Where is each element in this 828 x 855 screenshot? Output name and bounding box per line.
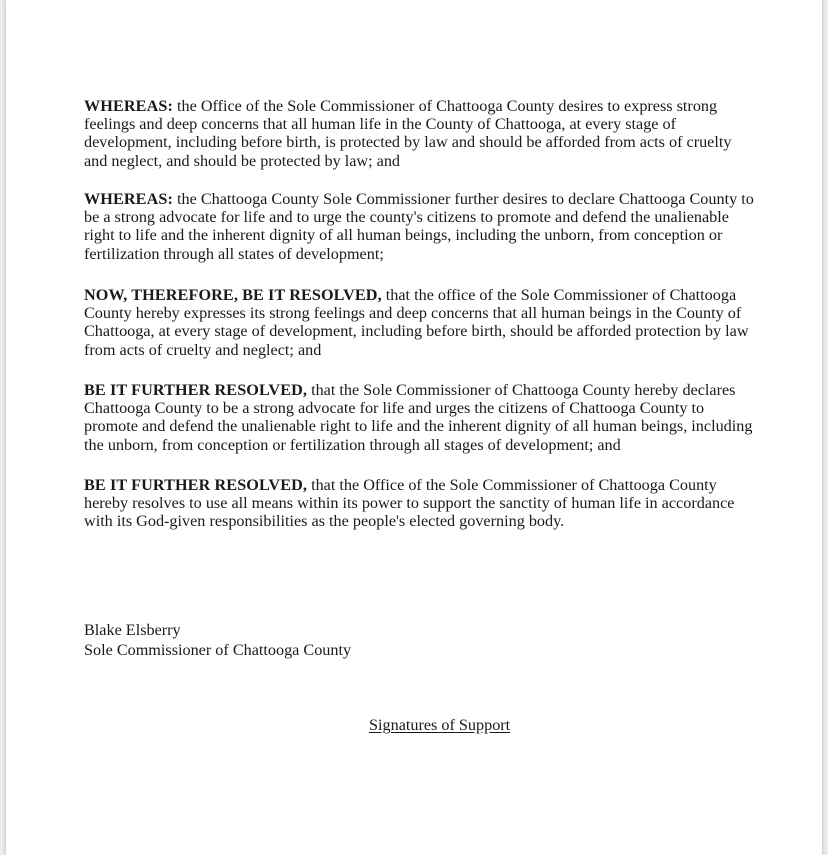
paragraph-text: that the office of the Sole Commissioner of Chattooga County hereby expresses its strong feelings and deep concerns that all human beings in the County of Chattooga, at every stage of development, including before birth, should be afforded protection by law from acts of cruelty and neglect; and (84, 286, 749, 359)
paragraph-lead: BE IT FURTHER RESOLVED, (84, 476, 308, 494)
paragraph-lead: NOW, THEREFORE, BE IT RESOLVED, (84, 286, 382, 304)
paragraph-lead: WHEREAS: (84, 97, 173, 115)
paragraph-lead: WHEREAS: (84, 190, 173, 208)
paragraph-text: that the Office of the Sole Commissioner of Chattooga County hereby resolves to use all means within its power to support the sanctity of human life in accordance with its God-given responsibilities as the people's elected governing body. (84, 476, 735, 531)
paragraph-whereas-2 (84, 190, 754, 263)
paragraph-text: that the Sole Commissioner of Chattooga County hereby declares Chattooga County to be a strong advocate for life and urges the citizens of Chattooga County to promote and defend the unalienable right to life and the inherent dignity of all human beings, including the unborn, from conception or fertilization through all stages of development; and (84, 381, 753, 454)
paragraph-text: the Office of the Sole Commissioner of Chattooga County desires to express strong feelings and deep concerns that all human life in the County of Chattooga, at every stage of development, including before birth, is protected by law and should be afforded from acts of cruelty and neglect, and should be protected by law; and (84, 97, 732, 170)
document-page (6, 0, 822, 855)
signer-name: Blake Elsberry (84, 621, 181, 639)
paragraph-whereas-1 (84, 97, 754, 170)
signatures-heading: Signatures of Support (369, 716, 511, 734)
paragraph-lead: BE IT FURTHER RESOLVED, (84, 381, 308, 399)
signer-title: Sole Commissioner of Chattooga County (84, 641, 352, 659)
paragraph-text: the Chattooga County Sole Commissioner further desires to declare Chattooga County to be a strong advocate for life and to urge the county's citizens to promote and defend the unalienable right to life and the inherent dignity of all human beings, including the unborn, from conception or fertilization through all states of development; (84, 190, 754, 263)
paragraph-further-resolved-2 (84, 476, 754, 531)
paragraph-now-therefore (84, 286, 754, 359)
paragraph-further-resolved-1 (84, 381, 754, 454)
